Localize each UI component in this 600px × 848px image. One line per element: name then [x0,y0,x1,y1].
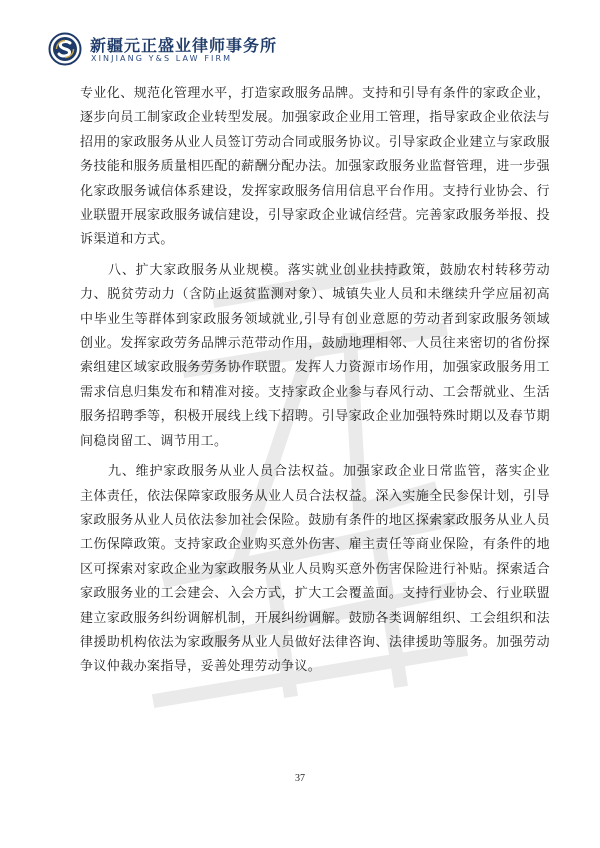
spiral-s-logo-icon [48,32,82,66]
body-text [80,82,550,680]
firm-name-chinese: 新疆元正盛业律师事务所 [90,36,278,55]
paragraph-section-9: 九、维护家政服务从业人员合法权益。加强家政企业日常监管，落实企业主体责任，依法保障家政服务从业人员合法权益。深入实施全民参保计划，引导家政服务从业人员依法参加社会保险。鼓励有条件的地区探索家政服务从业人员工伤保障政策。支持家政企业购买意外伤害、雇主责任等商业保险，有条件的地区可探索对家政企业为家政服务从业人员购买意外伤害保险进行补贴。探索适合家政服务业的工会建会、入会方式，扩大工会覆盖面。支持行业协会、行业联盟建立家政服务纠纷调解机制，开展纠纷调解。鼓励各类调解组织、工会组织和法律援助机构依法为家政服务从业人员做好法律咨询、法律援助等服务。加强劳动争议仲裁办案指导，妥善处理劳动争议。 [80,464,550,675]
paragraph-section-8: 八、扩大家政服务从业规模。落实就业创业扶持政策，鼓励农村转移劳动力、脱贫劳动力（含防止返贫监测对象）、城镇失业人员和未继续升学应届初高中毕业生等群体到家政服务领域就业,引导有创业意愿的劳动者到家政服务领域创业。发挥家政劳务品牌示范带动作用，鼓励地理相邻、人员往来密切的省份探索组建区域家政服务劳务协作联盟。发挥人力资源市场作用，加强家政服务用工需求信息归集发布和精准对接。支持家政企业参与春风行动、工会帮就业、生活服务招聘季等，积极开展线上线下招聘。引导家政企业加强特殊时期以及春节期间稳岗留工、调节用工。 [80,262,550,449]
page-number: 37 [295,773,305,784]
firm-name-english: XINJIANG Y&S LAW FIRM [91,54,233,63]
paragraph-continuation: 专业化、规范化管理水平，打造家政服务品牌。支持和引导有条件的家政企业，逐步向员工制家政企业转型发展。加强家政企业用工管理，指导家政企业依法与招用的家政服务从业人员签订劳动合同或服务协议。引导家政企业建立与家政服务技能和服务质量相匹配的薪酬分配办法。加强家政服务业监督管理，进一步强化家政服务诚信体系建设，发挥家政服务信用信息平台作用。支持行业协会、行业联盟开展家政服务诚信建设，引导家政企业诚信经营。完善家政服务举报、投诉渠道和方式。 [80,86,550,248]
